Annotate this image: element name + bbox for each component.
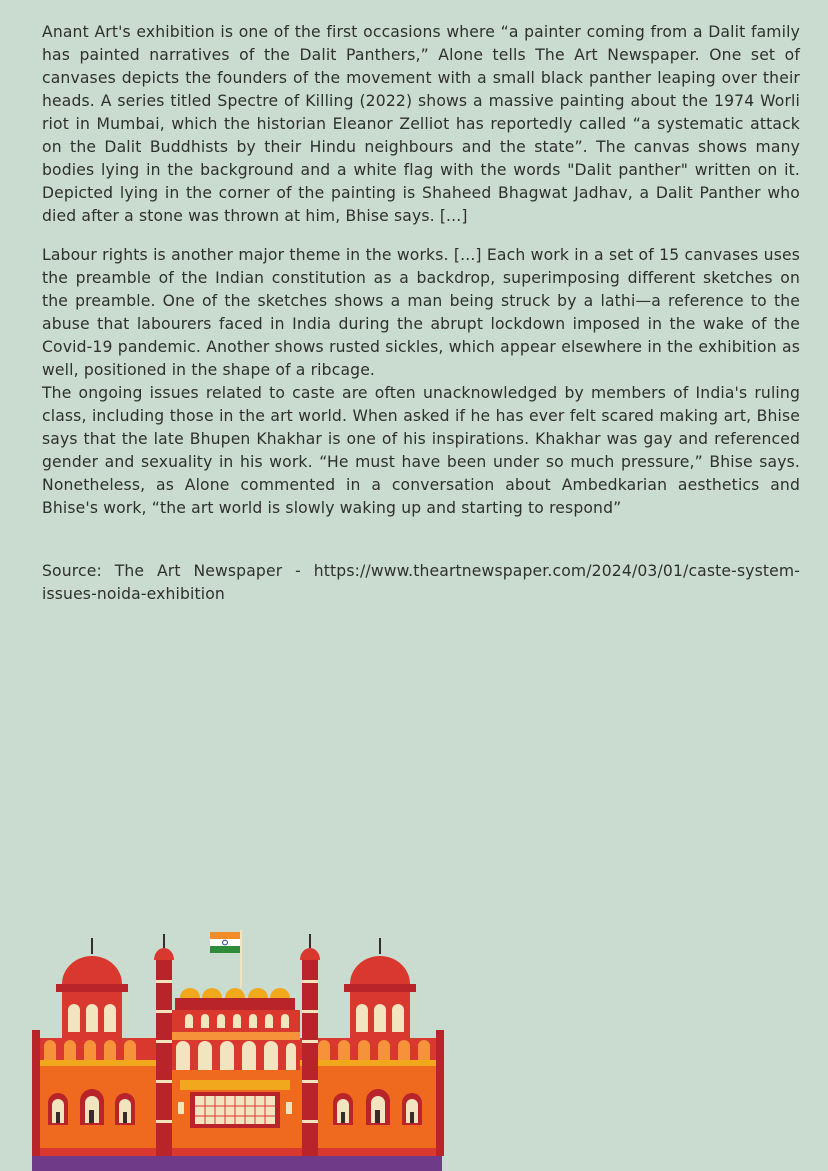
red-fort-illustration	[0, 920, 460, 1171]
paragraph-caste-issues: The ongoing issues related to caste are often unacknowledged by members of India's ruling class, including those in the art world. When asked if he has ever felt scared making art, Bhise says that the late Bhupen Khakhar is one of his inspirations. Khakhar was gay and referenced gender and sexuality in his work. “He must have been under so much pressure,” Bhise says. Nonetheless, as Alone commented in a conversation about Ambedkarian aesthetics and Bhise's work, “the art world is slowly waking up and starting to respond”	[42, 384, 800, 517]
article-body	[42, 21, 800, 606]
paragraph-labour-rights: Labour rights is another major theme in the works. [...] Each work in a set of 15 canvases uses the preamble of the Indian constitution as a backdrop, superimposing different sketches on the preamble. One of the sketches shows a man being struck by a lathi—a reference to the abuse that labourers faced in India during the abrupt lockdown imposed in the wake of the Covid-19 pandemic. Another shows rusted sickles, which appear elsewhere in the exhibition as well, positioned in the shape of a ribcage.	[42, 246, 800, 379]
paragraph-dalit-panthers: Anant Art's exhibition is one of the first occasions where “a painter coming from a Dalit family has painted narratives of the Dalit Panthers,” Alone tells The Art Newspaper. One set of canvases depicts the founders of the movement with a small black panther leaping over their heads. A series titled Spectre of Killing (2022) shows a massive painting about the 1974 Worli riot in Mumbai, which the historian Eleanor Zelliot has reportedly called “a systematic attack on the Dalit Buddhists by their Hindu neighbours and the state”. The canvas shows many bodies lying in the background and a white flag with the words "Dalit panther" written on it. Depicted lying in the corner of the painting is Shaheed Bhagwat Jadhav, a Dalit Panther who died after a stone was thrown at him, Bhise says. [...]	[42, 23, 800, 225]
indian-flag-icon	[210, 930, 242, 988]
source-citation: Source: The Art Newspaper - https://www.theartnewspaper.com/2024/03/01/caste-system-issues-noida-exhibition	[42, 562, 800, 603]
